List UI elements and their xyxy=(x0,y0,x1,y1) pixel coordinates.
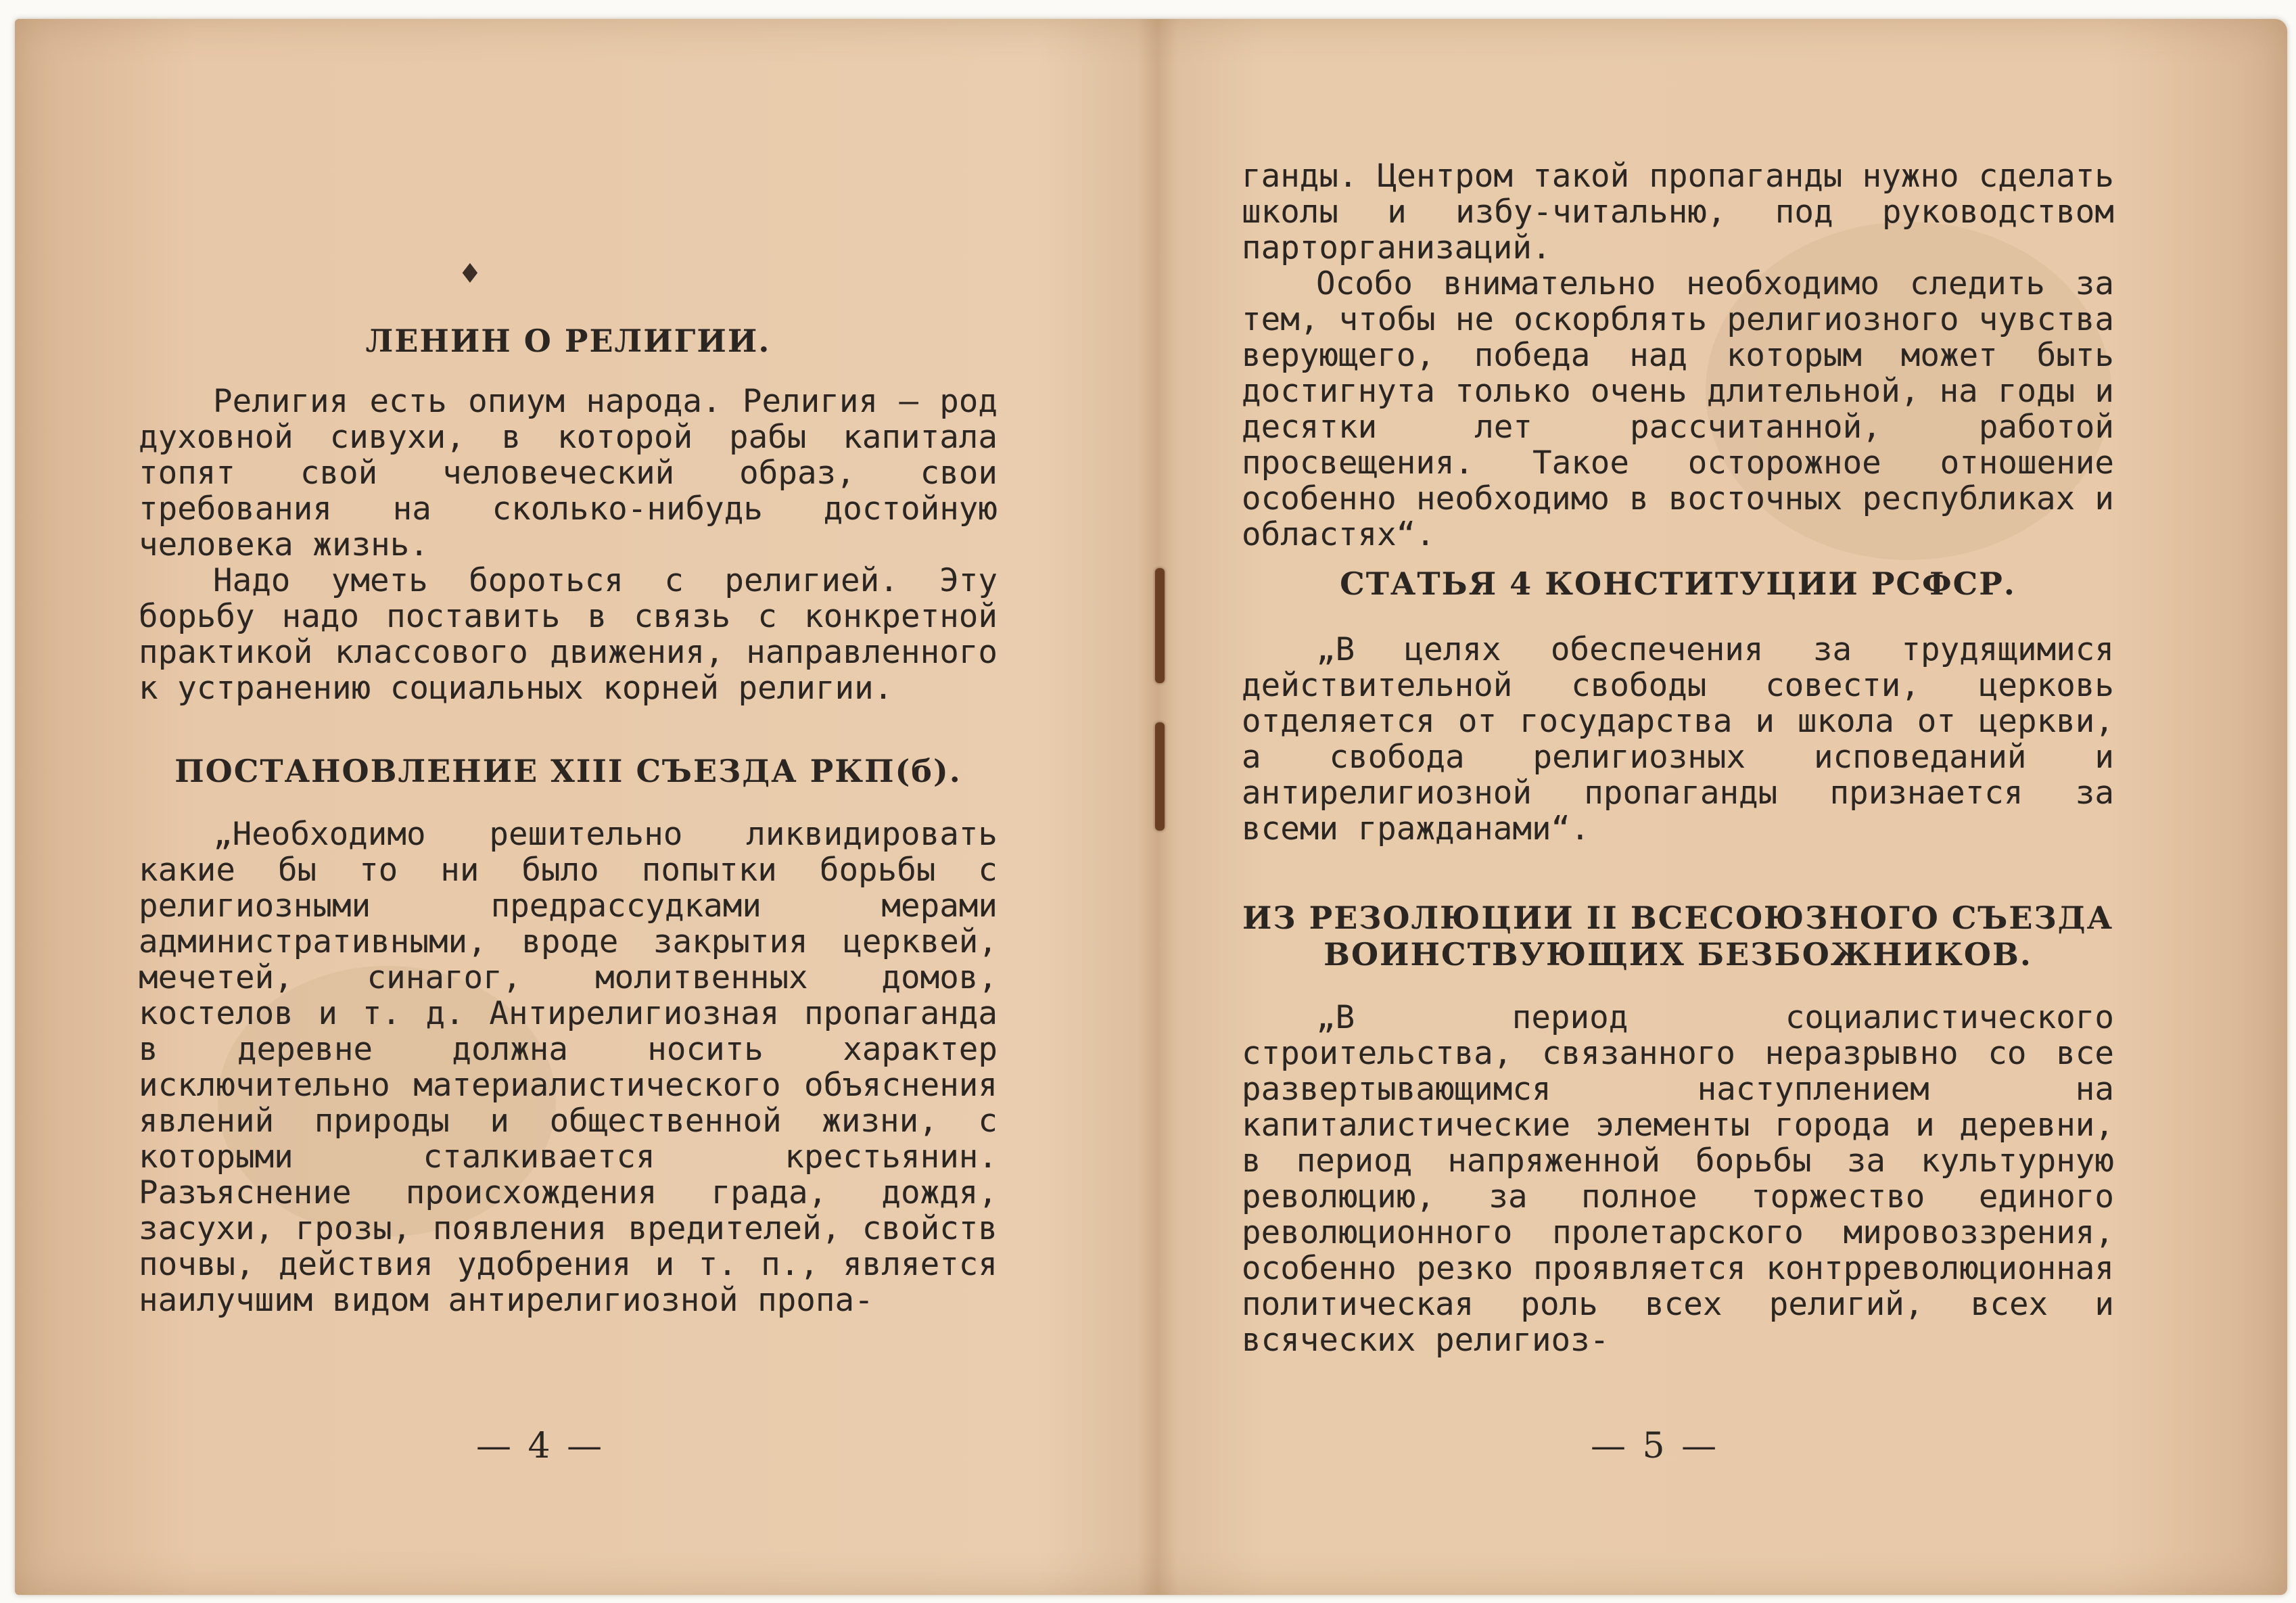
godless-resolution-paragraph: „В период социалистического строительства, связанного неразрывно со все развертывающимся наступлением на капиталистические элементы города и деревни, в период напряженной борьбы за культурную революцию, за полное торжество единого революционного пролетарского мировоззрения, особенно резко проявляется контрреволюционная политическая роль всех религий, всех и всяческих религиоз- xyxy=(1242,999,2114,1359)
heading-godless-congress-resolution: ИЗ РЕЗОЛЮЦИИ II ВСЕСОЮЗНОГО СЪЕЗДА ВОИНСТВУЮЩИХ БЕЗБОЖНИКОВ. xyxy=(1242,900,2114,973)
staple-bottom xyxy=(1155,722,1165,831)
lenin-paragraph-1: Религия есть опиум народа. Религия — род духовной сивухи, в которой рабы капитала топят свой человеческий образ, свои требования на сколько-нибудь достойную человека жизнь. xyxy=(139,383,998,563)
booklet-spread xyxy=(15,19,2287,1595)
heading-lenin-on-religion: ЛЕНИН О РЕЛИГИИ. xyxy=(365,323,771,359)
heading-article-4-constitution: СТАТЬЯ 4 КОНСТИТУЦИИ РСФСР. xyxy=(1340,565,2016,602)
continuation-paragraph-1: ганды. Центром такой пропаганды нужно сделать школы и избу-читальню, под руководством парторганизаций. xyxy=(1242,158,2114,266)
heading-resolution-xiii-congress: ПОСТАНОВЛЕНИЕ XIII СЪЕЗДА РКП(б). xyxy=(174,753,962,789)
ornament-diamond: ♦ xyxy=(458,258,482,289)
left-page xyxy=(139,303,998,1318)
continuation-paragraph-2: Особо внимательно необходимо следить за тем, чтобы не оскорблять религиозного чувства верующего, победа над которым может быть достигнута только очень длительной, на годы и десятки лет рассчитанной, работой просвещения. Такое осторожное отношение особенно необходимо в восточных республиках и областях“. xyxy=(1242,265,2114,553)
lenin-paragraph-2: Надо уметь бороться с религией. Эту борьбу надо поставить в связь с конкретной практикой классового движения, направленного к устранению социальных корней религии. xyxy=(139,562,998,707)
constitution-paragraph: „В целях обеспечения за трудящимися действительной свободы совести, церковь отделяется от государства и школа от церкви, а свобода религиозных исповеданий и антирелигиозной пропаганды признается за всеми гражданами“. xyxy=(1242,631,2114,847)
page-number-right: — 5 — xyxy=(1591,1426,1720,1466)
staple-top xyxy=(1155,568,1165,683)
resolution-paragraph: „Необходимо решительно ликвидировать какие бы то ни было попытки борьбы с религиозными предрассудками мерами административными, вроде закрытия церквей, мечетей, синагог, молитвенных домов, костелов и т. д. Антирелигиозная пропаганда в деревне должна носить характер исключительно материалистического объяснения явлений природы и общественной жизни, с которыми сталкивается крестьянин. Разъяснение происхождения града, дождя, засухи, грозы, появления вредителей, свойств почвы, действия удобрения и т. п., является наилучшим видом антирелигиозной пропа- xyxy=(139,816,998,1319)
right-page xyxy=(1242,158,2114,1358)
page-number-left: — 4 — xyxy=(476,1426,605,1466)
